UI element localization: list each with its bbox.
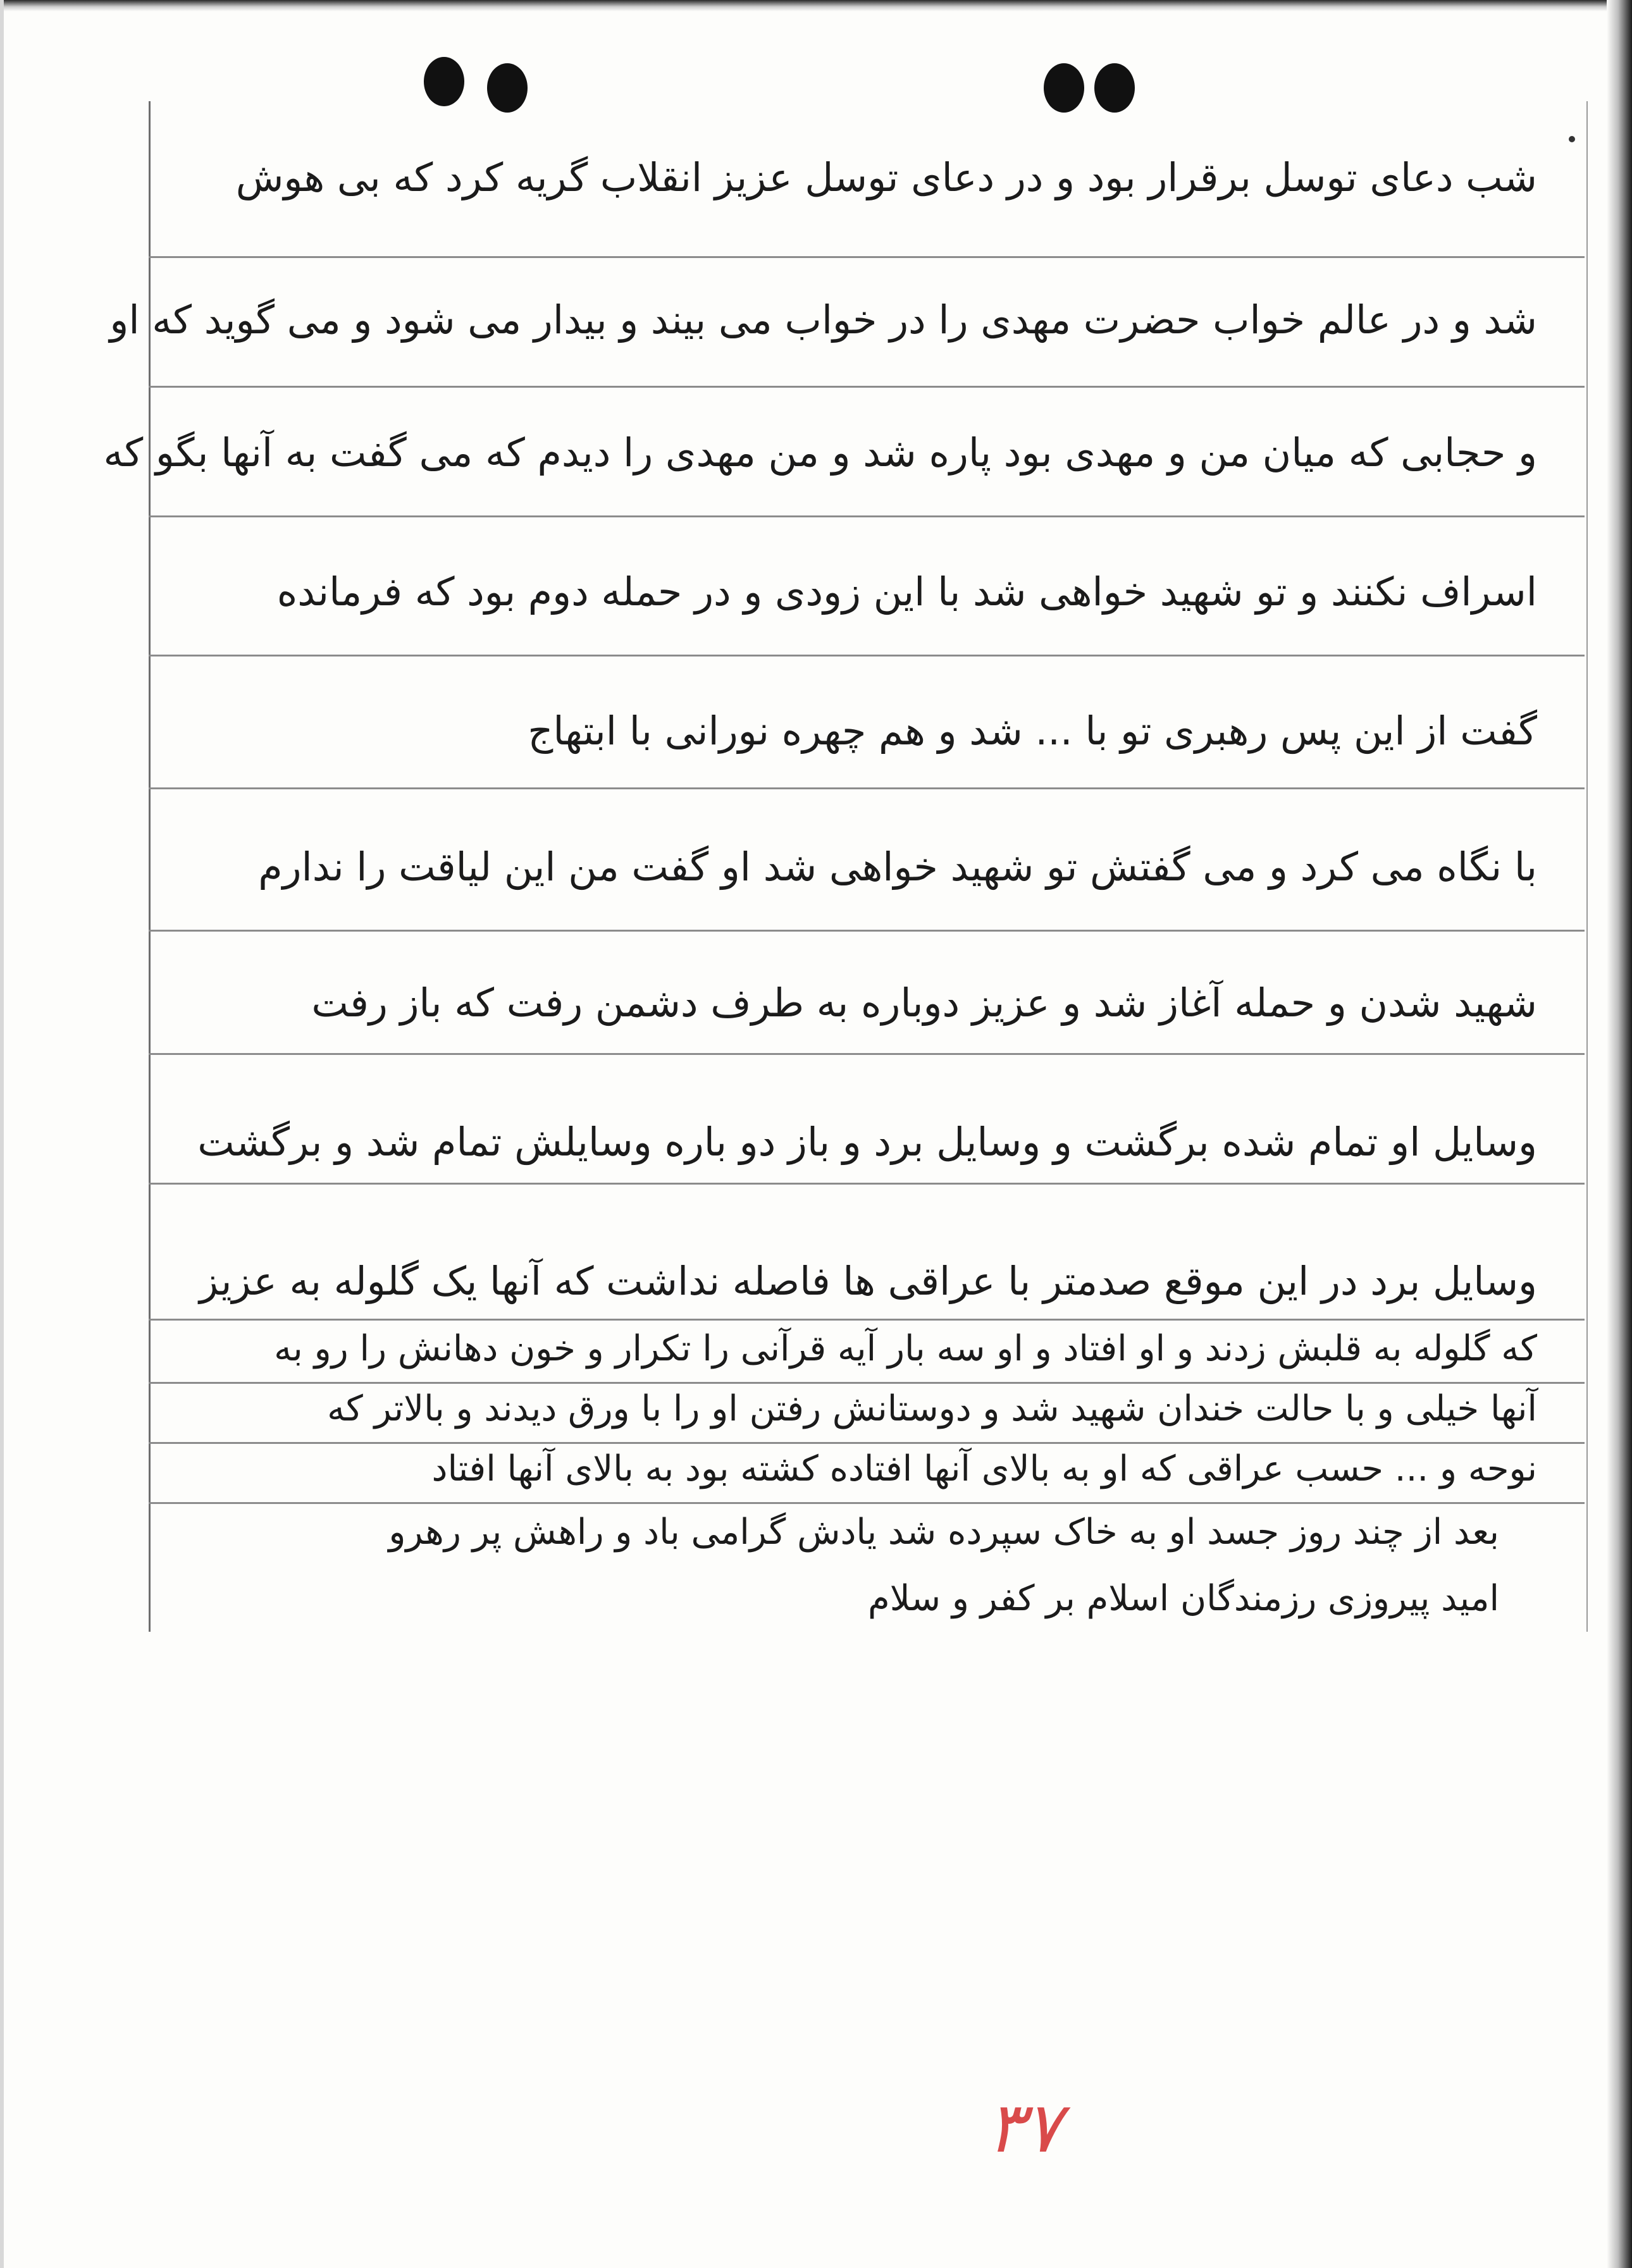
ruled-line <box>149 256 1585 258</box>
ruled-line <box>149 1053 1585 1055</box>
handwritten-line-1: شب دعای توسل برقرار بود و در دعای توسل عزیز انقلاب گریه کرد که بی هوش <box>235 154 1537 200</box>
handwritten-line-8: وسایل او تمام شده برگشت و وسایل برد و باز دو باره وسایلش تمام شد و برگشت <box>197 1119 1537 1165</box>
handwritten-line-6: با نگاه می کرد و می گفتش تو شهید خواهی شد او گفت من این لیاقت را ندارم <box>258 844 1537 890</box>
handwritten-line-10: که گلوله به قلبش زدند و او افتاد و او سه بار آیه قرآنی را تکرار و خون دهانش را رو به <box>274 1328 1537 1369</box>
ruled-line <box>149 1319 1585 1321</box>
page-number: ۳۷ <box>987 2087 1062 2168</box>
punch-hole <box>424 57 464 106</box>
handwritten-line-9: وسایل برد در این موقع صدمتر با عراقی ها فاصله نداشت که آنها یک گلوله به عزیز <box>199 1258 1537 1304</box>
handwritten-line-2: شد و در عالم خواب حضرت مهدی را در خواب می بیند و بیدار می شود و می گوید که او <box>109 297 1537 343</box>
ruled-line <box>149 1442 1585 1444</box>
handwritten-line-11: آنها خیلی و با حالت خندان شهید شد و دوستانش رفتن او را با ورق دیدند و بالاتر که <box>327 1388 1537 1429</box>
ruled-line <box>149 1183 1585 1185</box>
ruled-line <box>149 787 1585 789</box>
scan-edge-right <box>1607 0 1632 2268</box>
scan-edge-top <box>0 0 1632 11</box>
handwritten-line-5: گفت از این پس رهبری تو با ... شد و هم چهره نورانی با ابتهاج <box>528 708 1537 754</box>
handwritten-line-7: شهید شدن و حمله آغاز شد و عزیز دوباره به طرف دشمن رفت که باز رفت <box>311 980 1537 1026</box>
ruled-line <box>149 1382 1585 1384</box>
ruled-line <box>149 1502 1585 1504</box>
handwritten-line-3: و حجابی که میان من و مهدی بود پاره شد و من مهدی را دیدم که می گفت به آنها بگو که <box>103 429 1537 476</box>
handwritten-line-4: اسراف نکنند و تو شهید خواهی شد با این زودی و در حمله دوم بود که فرمانده <box>276 569 1537 615</box>
ruled-line <box>149 515 1585 517</box>
ruled-line <box>149 655 1585 656</box>
ruled-line <box>149 930 1585 932</box>
ruled-line <box>149 386 1585 388</box>
handwritten-line-12: نوحه و ... حسب عراقی که او به بالای آنها افتاده کشته بود به بالای آنها افتاد <box>431 1448 1537 1489</box>
scan-edge-left <box>0 0 4 2268</box>
handwritten-line-13: بعد از چند روز جسد او به خاک سپرده شد یادش گرامی باد و راهش پر رهرو <box>388 1512 1499 1553</box>
handwritten-line-14: امید پیروزی رزمندگان اسلام بر کفر و سلام <box>868 1578 1499 1619</box>
